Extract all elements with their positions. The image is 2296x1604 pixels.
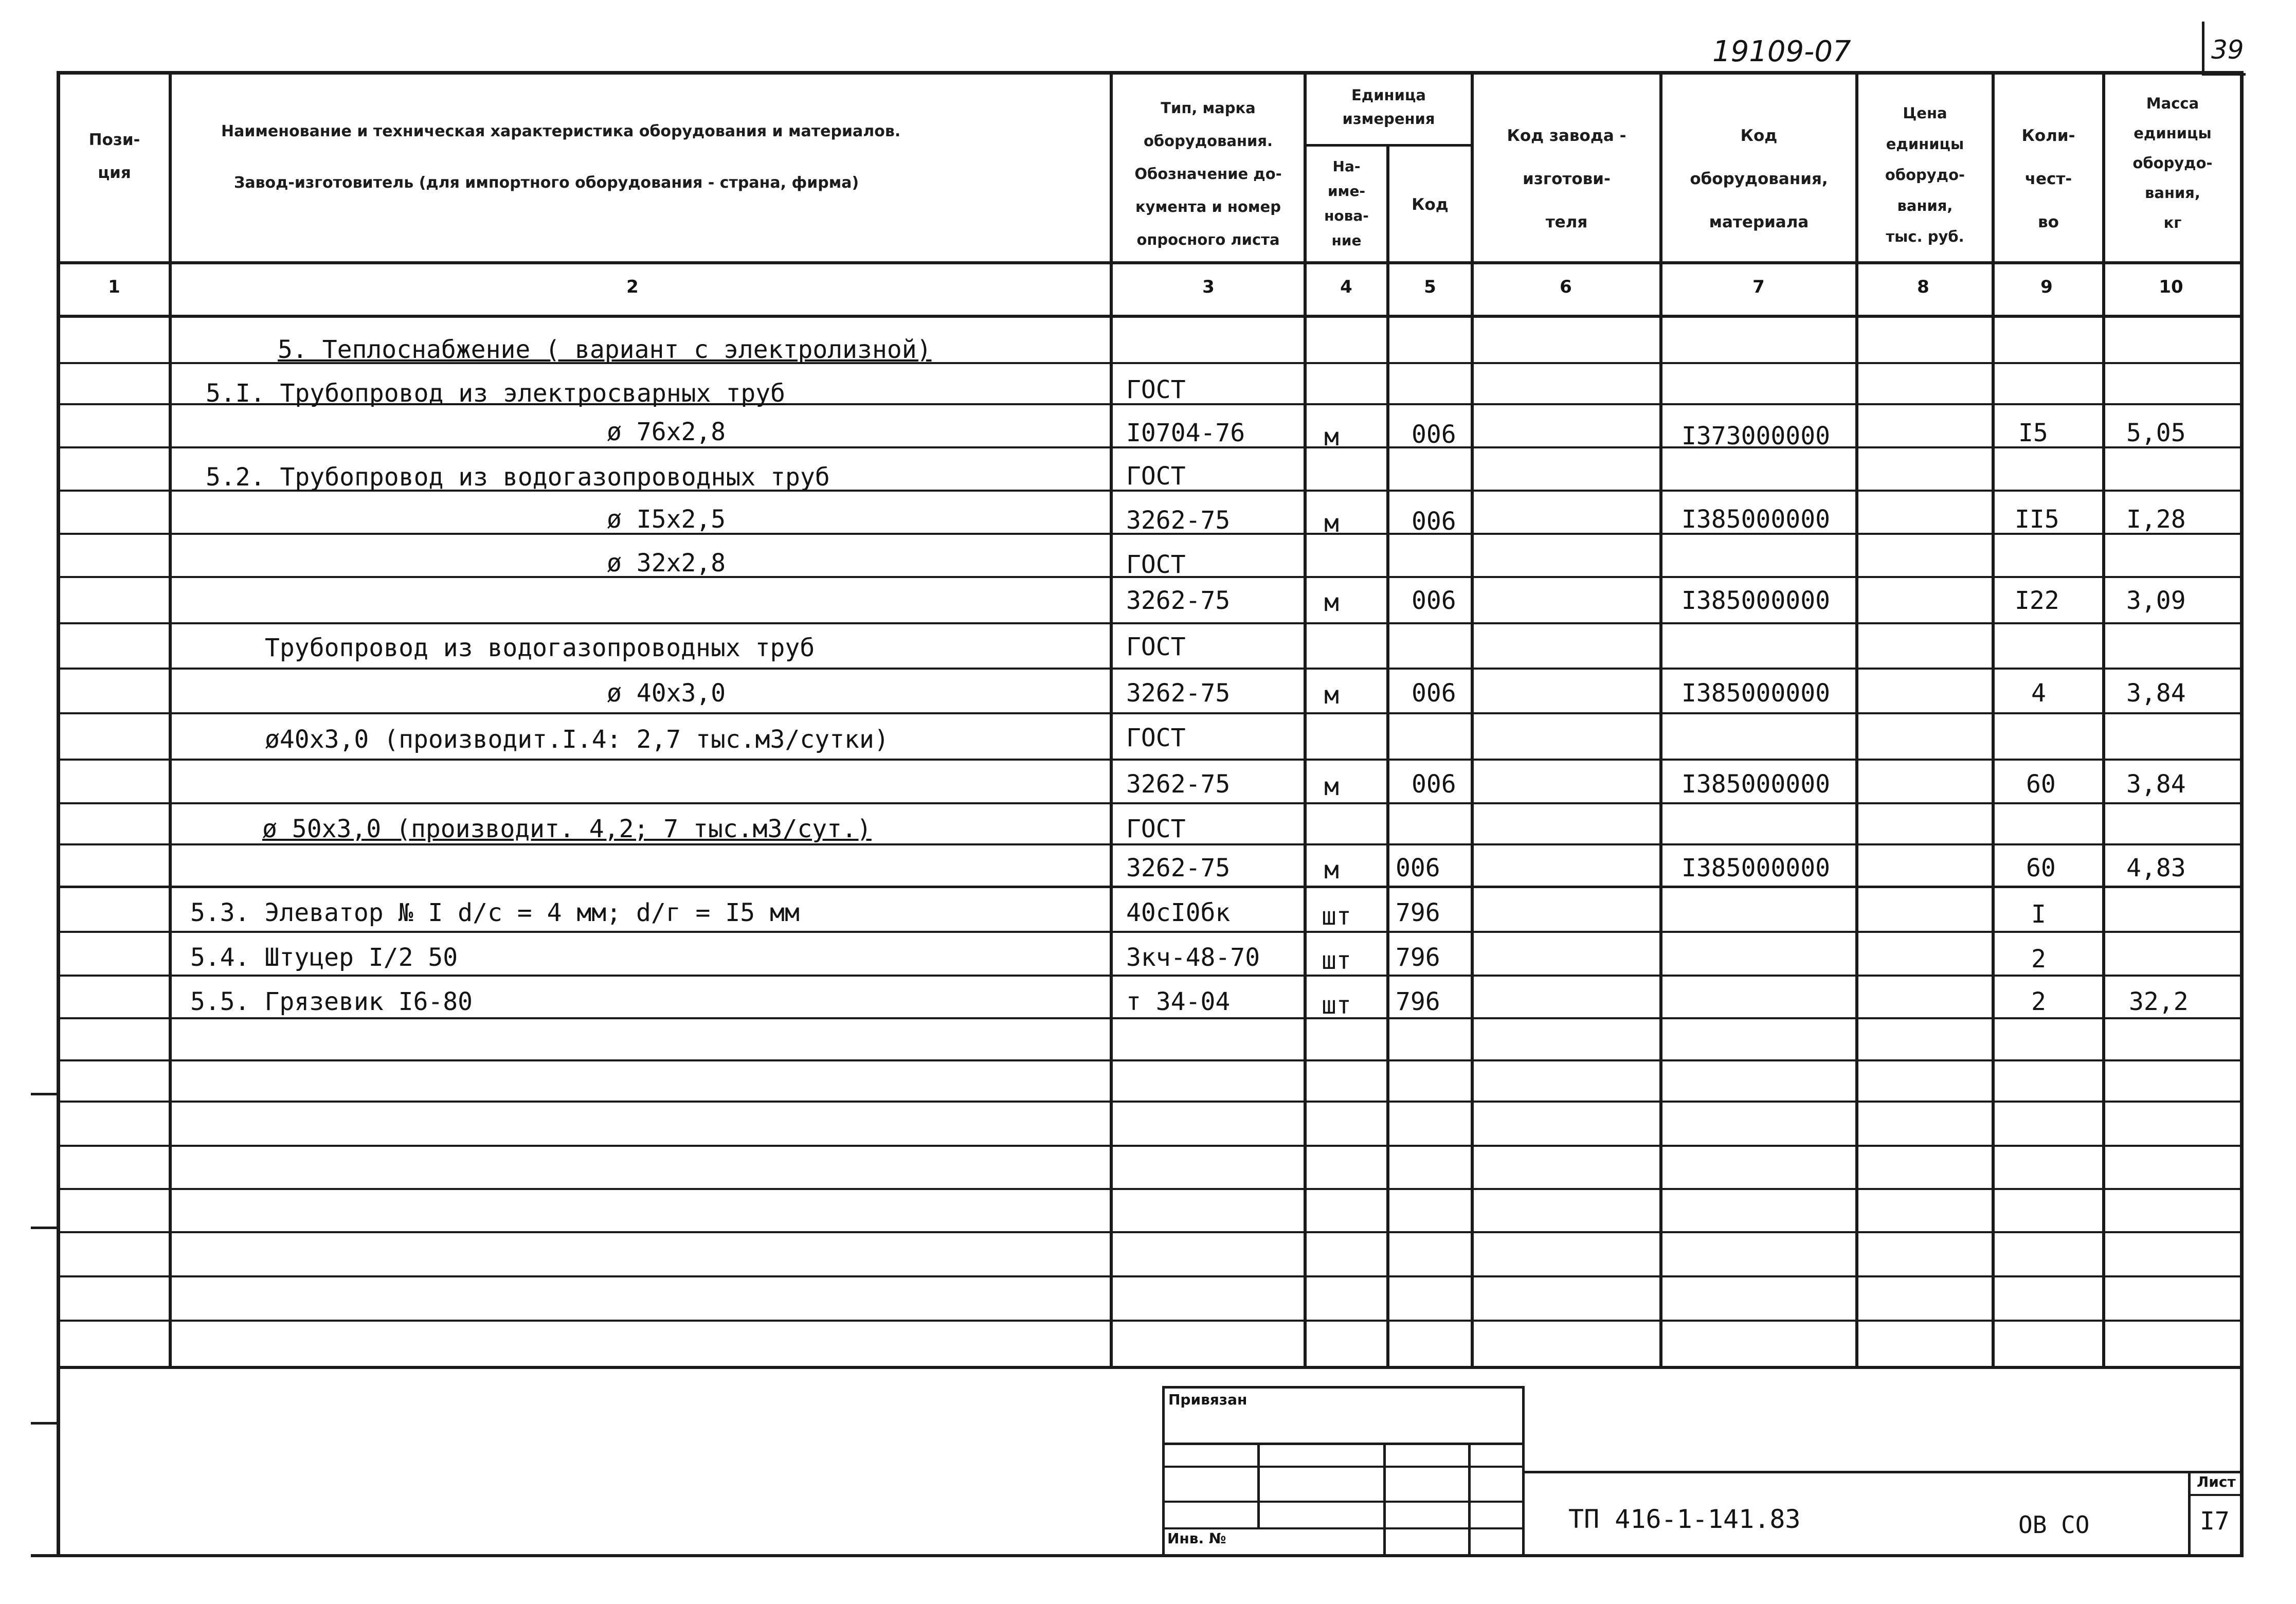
stamp-sheet-number: I7 bbox=[2200, 1507, 2230, 1536]
stamp-privyazan: Привязан bbox=[1168, 1391, 1248, 1408]
row-unit: м bbox=[1324, 856, 1339, 885]
row-code: 796 bbox=[1396, 943, 1440, 972]
row-type: ГОСТ bbox=[1126, 633, 1186, 661]
row-mass: 3,84 bbox=[2126, 770, 2186, 799]
row-type: т 34-04 bbox=[1126, 987, 1231, 1016]
row-name: ø40х3,0 (производит.I.4: 2,7 тыс.м3/сутки) bbox=[265, 725, 889, 754]
row-type: 40сI0бк bbox=[1126, 898, 1231, 927]
stamp-section: ОВ СО bbox=[2018, 1511, 2090, 1539]
column-number-2: 2 bbox=[626, 277, 639, 297]
row-mass: 5,05 bbox=[2126, 419, 2186, 447]
header-name-line1: Наименование и техническая характеристика оборудования и материалов. bbox=[221, 122, 901, 140]
row-name: 5.2. Трубопровод из водогазопроводных труб bbox=[206, 463, 830, 492]
row-unit: шт bbox=[1322, 902, 1351, 931]
row-type: 3262-75 bbox=[1126, 506, 1231, 535]
stamp-designation: ТП 416-1-141.83 bbox=[1568, 1504, 1801, 1534]
stamp-inv-number: Инв. № bbox=[1167, 1530, 1226, 1547]
row-name: 5.4. Штуцер I/2 50 bbox=[190, 943, 458, 972]
row-quantity: 60 bbox=[2026, 854, 2056, 882]
row-equipment-code: I385000000 bbox=[1682, 854, 1830, 882]
row-unit: м bbox=[1324, 509, 1339, 538]
row-equipment-code: I385000000 bbox=[1682, 770, 1830, 799]
row-mass: 3,84 bbox=[2126, 679, 2186, 708]
row-code: 006 bbox=[1396, 854, 1440, 882]
row-type: 3262-75 bbox=[1126, 770, 1231, 799]
row-equipment-code: I385000000 bbox=[1682, 505, 1830, 534]
row-code: 006 bbox=[1412, 586, 1456, 615]
row-type: ГОСТ bbox=[1126, 724, 1186, 752]
row-code: 796 bbox=[1396, 987, 1440, 1016]
row-quantity: 4 bbox=[2031, 679, 2046, 708]
header-equipment-code: Код оборудования, материала bbox=[1690, 127, 1828, 231]
row-code: 006 bbox=[1412, 507, 1456, 536]
row-type: ГОСТ bbox=[1126, 462, 1186, 491]
row-unit: м bbox=[1324, 423, 1339, 452]
row-unit: м bbox=[1324, 588, 1339, 617]
row-name: 5.5. Грязевик I6-80 bbox=[190, 987, 473, 1016]
row-type: 3кч-48-70 bbox=[1126, 943, 1260, 972]
row-name: ø 32х2,8 bbox=[607, 549, 726, 578]
header-price: Цена единицы оборудо- вания, тыс. руб. bbox=[1885, 104, 1965, 245]
column-number-1: 1 bbox=[108, 277, 120, 297]
column-number-8: 8 bbox=[1917, 277, 1929, 297]
row-unit: шт bbox=[1322, 946, 1351, 975]
column-number-6: 6 bbox=[1560, 277, 1572, 297]
header-name-line2: Завод-изготовитель (для импортного оборудования - страна, фирма) bbox=[234, 174, 859, 192]
row-quantity: 2 bbox=[2031, 945, 2046, 974]
row-type: I0704-76 bbox=[1126, 419, 1245, 447]
row-type: 3262-75 bbox=[1126, 854, 1231, 882]
stamp-sheet-label: Лист bbox=[2197, 1473, 2236, 1490]
row-type: 3262-75 bbox=[1126, 679, 1231, 708]
row-mass: 32,2 bbox=[2129, 987, 2189, 1016]
row-name: ø 40х3,0 bbox=[607, 679, 726, 708]
row-equipment-code: I385000000 bbox=[1682, 586, 1830, 615]
page-number: 39 bbox=[2211, 35, 2244, 65]
row-name: 5.I. Трубопровод из электросварных труб bbox=[206, 379, 786, 408]
header-plant-code: Код завода - изготови- теля bbox=[1507, 127, 1626, 231]
row-mass: I,28 bbox=[2126, 505, 2186, 534]
header-quantity: Коли- чест- во bbox=[2021, 127, 2075, 231]
row-name: ø I5х2,5 bbox=[607, 505, 726, 534]
column-number-5: 5 bbox=[1424, 277, 1436, 297]
row-quantity: I bbox=[2031, 900, 2046, 929]
column-number-9: 9 bbox=[2040, 277, 2053, 297]
row-code: 006 bbox=[1412, 420, 1456, 449]
row-code: 006 bbox=[1412, 770, 1456, 799]
row-unit: шт bbox=[1322, 991, 1351, 1020]
document-number: 19109-07 bbox=[1712, 35, 1851, 68]
row-equipment-code: I385000000 bbox=[1682, 679, 1830, 708]
column-number-7: 7 bbox=[1752, 277, 1765, 297]
column-number-10: 10 bbox=[2159, 277, 2183, 297]
row-code: 796 bbox=[1396, 898, 1440, 927]
row-quantity: I22 bbox=[2015, 586, 2059, 615]
header-unit-group: Единица измерения bbox=[1342, 86, 1435, 128]
row-name: 5.3. Элеватор № I d/c = 4 мм; d/г = I5 мм bbox=[190, 898, 800, 927]
row-code: 006 bbox=[1412, 679, 1456, 708]
row-equipment-code: I373000000 bbox=[1682, 422, 1830, 450]
row-unit: м bbox=[1324, 772, 1339, 801]
row-name: 5. Теплоснабжение ( вариант с электролизной) bbox=[278, 335, 932, 364]
row-name: ø 50х3,0 (производит. 4,2; 7 тыс.м3/сут.) bbox=[262, 815, 872, 843]
row-quantity: 60 bbox=[2026, 770, 2056, 799]
header-mass: Масса единицы оборудо- вания, кг bbox=[2132, 95, 2213, 231]
row-mass: 4,83 bbox=[2126, 854, 2186, 882]
header-position: Пози- ция bbox=[88, 131, 140, 182]
row-mass: 3,09 bbox=[2126, 586, 2186, 615]
column-number-4: 4 bbox=[1340, 277, 1352, 297]
row-type: ГОСТ bbox=[1126, 815, 1186, 843]
row-name: Трубопровод из водогазопроводных труб bbox=[265, 634, 815, 662]
header-unit-code: Код bbox=[1412, 195, 1449, 214]
row-type: ГОСТ bbox=[1126, 550, 1186, 579]
header-unit-name: На- име- нова- ние bbox=[1324, 158, 1369, 249]
row-type: 3262-75 bbox=[1126, 586, 1231, 615]
row-quantity: II5 bbox=[2015, 505, 2059, 534]
row-quantity: I5 bbox=[2018, 419, 2048, 447]
row-quantity: 2 bbox=[2031, 987, 2046, 1016]
row-unit: м bbox=[1324, 681, 1339, 710]
column-number-3: 3 bbox=[1202, 277, 1215, 297]
row-name: ø 76х2,8 bbox=[607, 418, 726, 446]
header-type: Тип, марка оборудования. Обозначение до- кумента и номер опросного листа bbox=[1134, 99, 1282, 248]
row-type: ГОСТ bbox=[1126, 375, 1186, 404]
